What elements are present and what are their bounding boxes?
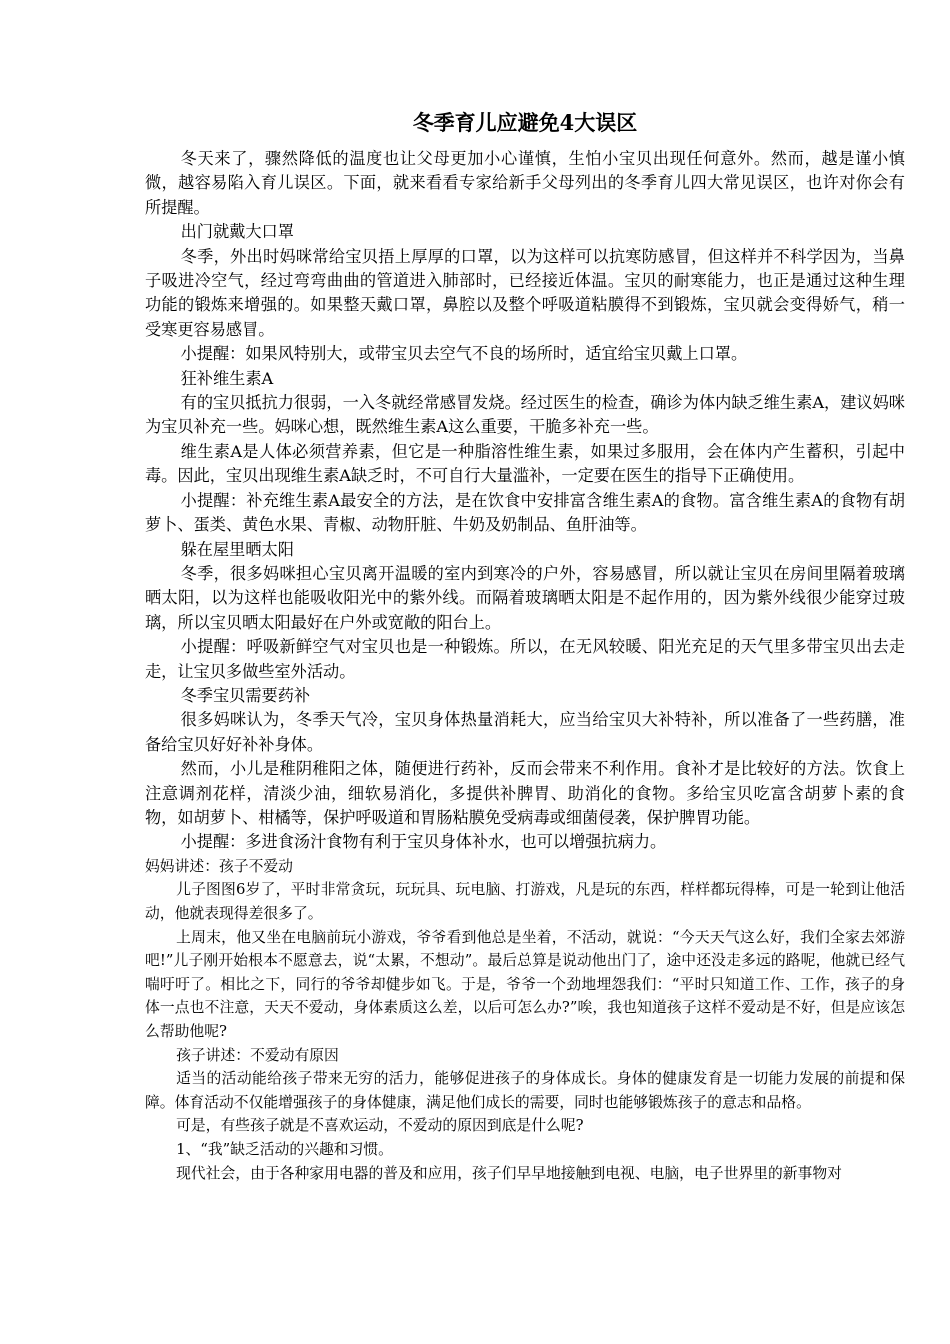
paragraph: 冬天来了，骤然降低的温度也让父母更加小心谨慎，生怕小宝贝出现任何意外。然而，越是谨小慎微，越容易陷入育儿误区。下面，就来看看专家给新手父母列出的冬季育儿四大常见误区，也许对你会有所提醒。 [145,149,905,217]
paragraph: 冬季，外出时妈咪常给宝贝捂上厚厚的口罩，以为这样可以抗寒防感冒，但这样并不科学因为，当鼻子吸进冷空气，经过弯弯曲曲的管道进入肺部时，已经接近体温。宝贝的耐寒能力，也正是通过这种生理功能的锻炼来增强的。如果整天戴口罩，鼻腔以及整个呼吸道粘膜得不到锻炼，宝贝就会变得娇气，稍一受寒更容易感冒。 [145,246,905,339]
section-heading: 出门就戴大口罩 [180,222,294,242]
paragraph: 冬季，很多妈咪担心宝贝离开温暖的室内到寒冷的户外，容易感冒，所以就让宝贝在房间里隔着玻璃晒太阳，以为这样也能吸收阳光中的紫外线。而隔着玻璃晒太阳是不起作用的，因为紫外线很少能穿过玻璃，所以宝贝晒太阳最好在户外或宽敞的阳台上。 [145,563,905,632]
section-heading: 冬季宝贝需要药补 [180,685,311,705]
section-winter-parenting [145,147,905,855]
paragraph: 孩子讲述：不爱动有原因 [176,1046,339,1064]
paragraph: 儿子图图6岁了，平时非常贪玩，玩玩具、玩电脑、打游戏，凡是玩的东西，样样都玩得棒，可是一轮到让他活动，他就表现得差很多了。 [145,881,905,922]
paragraph: 现代社会，由于各种家用电器的普及和应用，孩子们早早地接触到电视、电脑，电子世界里的新事物对 [176,1164,842,1182]
paragraph: 小提醒：如果风特别大，或带宝贝去空气不良的场所时，适宜给宝贝戴上口罩。 [180,344,748,364]
paragraph: 可是，有些孩子就是不喜欢运动，不爱动的原因到底是什么呢? [176,1117,584,1135]
paragraph: 适当的活动能给孩子带来无穷的活力，能够促进孩子的身体成长。身体的健康发育是一切能力发展的前提和保障。体育活动不仅能增强孩子的身体健康，满足他们成长的需要，同时也能够锻炼孩子的意志和品格。 [145,1070,905,1111]
section-child-inactive [145,855,905,1185]
paragraph: 然而，小儿是稚阴稚阳之体，随便进行药补，反而会带来不利作用。食补才是比较好的方法。饮食上注意调剂花样，清淡少油，细软易消化，多提供补脾胃、助消化的食物。多给宝贝吃富含胡萝卜素的食物，如胡萝卜、柑橘等，保护呼吸道和胃肠粘膜免受病毒或细菌侵袭，保护脾胃功能。 [145,759,905,827]
paragraph: 有的宝贝抵抗力很弱，一入冬就经常感冒发烧。经过医生的检查，确诊为体内缺乏维生素A，建议妈咪为宝贝补充一些。妈咪心想，既然维生素A这么重要，干脆多补充一些。 [145,393,905,437]
paragraph: 小提醒：呼吸新鲜空气对宝贝也是一种锻炼。所以，在无风较暖、阳光充足的天气里多带宝贝出去走走，让宝贝多做些室外活动。 [145,637,905,681]
paragraph: 小提醒：多进食汤汁食物有利于宝贝身体补水，也可以增强抗病力。 [180,832,667,852]
section-heading: 狂补维生素A [180,368,274,388]
section-heading: 躲在屋里晒太阳 [180,539,294,559]
document-title: 冬季育儿应避免4大误区 [412,110,638,135]
paragraph: 很多妈咪认为，冬季天气冷，宝贝身体热量消耗大，应当给宝贝大补特补，所以准备了一些药膳，准备给宝贝好好补补身体。 [145,710,905,754]
paragraph: 小提醒：补充维生素A最安全的方法，是在饮食中安排富含维生素A的食物。富含维生素A的食物有胡萝卜、蛋类、黄色水果、青椒、动物肝脏、牛奶及奶制品、鱼肝油等。 [145,490,905,535]
document-body [145,147,905,1185]
paragraph: 妈妈讲述：孩子不爱动 [145,857,293,875]
paragraph: 维生素A是人体必须营养素，但它是一种脂溶性维生素，如果过多服用，会在体内产生蓄积，引起中毒。因此，宝贝出现维生素A缺乏时，不可自行大量滥补，一定要在医生的指导下正确使用。 [145,441,905,486]
paragraph: 上周末，他又坐在电脑前玩小游戏，爷爷看到他总是坐着，不活动，就说：“今天天气这么好，我们全家去郊游吧!”儿子刚开始根本不愿意去，说“太累，不想动”。最后总算是说动他出门了，途中还没走多远的路呢，他就已经气喘吁吁了。相比之下，同行的爷爷却健步如飞。于是，爷爷一个劲地埋怨我们：“平时只知道工作、工作，孩子的身体一点也不注意，天天不爱动，身体素质这么差，以后可怎么办?”唉，我也知道孩子这样不爱动是不好，但是应该怎么帮助他呢? [145,928,905,1040]
paragraph: 1、“我”缺乏活动的兴趣和习惯。 [176,1140,393,1158]
